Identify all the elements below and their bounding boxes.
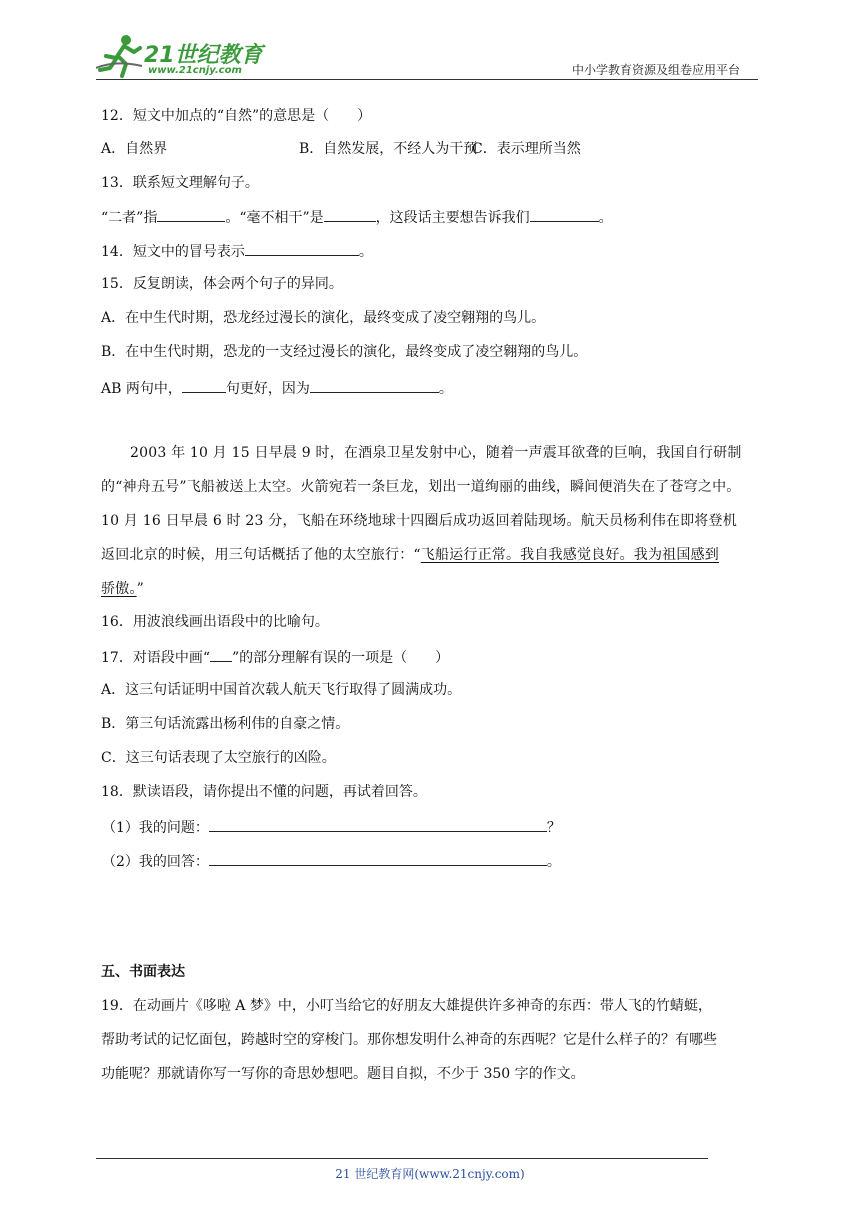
footer-text: 21 世纪教育网(www.21cnjy.com) <box>335 1167 525 1181</box>
q17-option-b: B．第三句话流露出杨利伟的自豪之情。 <box>101 716 350 732</box>
logo-runner-icon <box>96 34 144 78</box>
passage-underlined-quote-end: 骄傲。 <box>101 581 137 597</box>
answer-blank[interactable] <box>157 206 225 222</box>
q17-option-c: C．这三句话表现了太空旅行的凶险。 <box>101 750 336 766</box>
logo <box>96 34 266 80</box>
q18-answer-end: 。 <box>546 854 561 870</box>
passage-line-2: 的“神舟五号”飞船被送上太空。火箭宛若一条巨龙，划出一道绚丽的曲线，瞬间便消失在了苍穹之中。 <box>101 479 741 495</box>
q14-text-2: 。 <box>358 244 373 260</box>
q13-text-4: 。 <box>598 210 613 226</box>
q13-text-3: ，这段话主要想告诉我们 <box>375 210 530 226</box>
logo-url: www.21cnjy.com <box>148 65 242 76</box>
q19-line-3: 功能呢？那就请你写一写你的奇思妙想吧。题目自拟，不少于 350 字的作文。 <box>101 1066 585 1082</box>
q14-text-1: 14．短文中的冒号表示 <box>101 244 245 260</box>
passage-line-4-text: 返回北京的时候，用三句话概括了他的太空旅行：“ <box>101 547 421 563</box>
q16-stem: 16．用波浪线画出语段中的比喻句。 <box>101 614 329 630</box>
q15-text-1: AB 两句中， <box>101 381 182 397</box>
q13-text-1: “二者”指 <box>101 210 158 226</box>
answer-blank[interactable] <box>245 240 359 256</box>
answer-blank[interactable] <box>209 816 547 832</box>
q15-fill <box>101 377 453 399</box>
answer-blank[interactable] <box>209 850 547 866</box>
q18-stem: 18．默读语段，请你提出不懂的问题，再试着回答。 <box>101 784 427 800</box>
q12-stem: 12．短文中加点的“自然”的意思是（ ） <box>101 108 372 124</box>
q12-option-a: A．自然界 <box>101 141 168 157</box>
q15-sentence-b: B．在中生代时期，恐龙的一支经过漫长的演化，最终变成了凌空翱翔的鸟儿。 <box>101 344 588 360</box>
answer-blank[interactable] <box>324 206 376 222</box>
answer-blank[interactable] <box>310 377 439 393</box>
q15-sentence-a: A．在中生代时期，恐龙经过漫长的演化，最终变成了凌空翱翔的鸟儿。 <box>101 310 546 326</box>
q13-text-2: 。“毫不相干”是 <box>225 210 324 226</box>
footer-divider <box>96 1158 708 1159</box>
q12-options <box>101 139 581 159</box>
passage-line-4 <box>101 545 719 565</box>
q12-option-b: B．自然发展，不经人为干预 <box>299 141 478 157</box>
q14-fill <box>101 240 373 262</box>
q17-option-a: A．这三句话证明中国首次载人航天飞行取得了圆满成功。 <box>101 682 462 698</box>
logo-text: 21世纪教育 <box>144 43 263 68</box>
q18-question-end: ？ <box>546 820 561 836</box>
q13-fill <box>101 206 613 228</box>
q17-stem <box>101 646 449 668</box>
passage-line-1: 2003 年 10 月 15 日早晨 9 时，在酒泉卫星发射中心，随着一声震耳欲聋的巨响，我国自行研制 <box>130 445 742 461</box>
q17-text-2: ”的部分理解有误的一项是（ ） <box>231 650 450 666</box>
answer-blank[interactable] <box>182 377 226 393</box>
q17-text-1: 17．对语段中画“ <box>101 650 210 666</box>
answer-blank[interactable] <box>530 206 599 222</box>
q18-question-line <box>102 816 561 838</box>
q15-text-2: 句更好，因为 <box>225 381 310 397</box>
q19-line-1: 19．在动画片《哆啦 A 梦》中，小叮当给它的好朋友大雄提供许多神奇的东西：带人飞的竹蜻蜓， <box>101 998 712 1014</box>
passage-quote-close: ” <box>136 581 144 597</box>
passage-line-5 <box>101 579 144 599</box>
passage-underlined-quote: 飞船运行正常。我自我感觉良好。我为祖国感到 <box>420 547 719 563</box>
header-divider <box>96 79 758 80</box>
header-right-text: 中小学教育资源及组卷应用平台 <box>572 63 741 77</box>
q19-line-2: 帮助考试的记忆面包，跨越时空的穿梭门。那你想发明什么神奇的东西呢？它是什么样子的？有哪些 <box>101 1032 717 1048</box>
passage-line-3: 10 月 16 日早晨 6 时 23 分，飞船在环绕地球十四圈后成功返回着陆现场。航天员杨利伟在即将登机 <box>101 513 737 529</box>
q12-option-c: C．表示理所当然 <box>472 141 581 157</box>
q15-stem: 15．反复朗读，体会两个句子的异同。 <box>101 276 343 292</box>
q15-text-3: 。 <box>438 381 453 397</box>
q13-stem: 13．联系短文理解句子。 <box>101 175 259 191</box>
q18-answer-line <box>102 850 561 872</box>
q18-question-label: （1）我的问题： <box>102 820 209 836</box>
section-5-title: 五、书面表达 <box>101 964 185 980</box>
underline-sample <box>210 646 232 662</box>
q18-answer-label: （2）我的回答： <box>102 854 209 870</box>
